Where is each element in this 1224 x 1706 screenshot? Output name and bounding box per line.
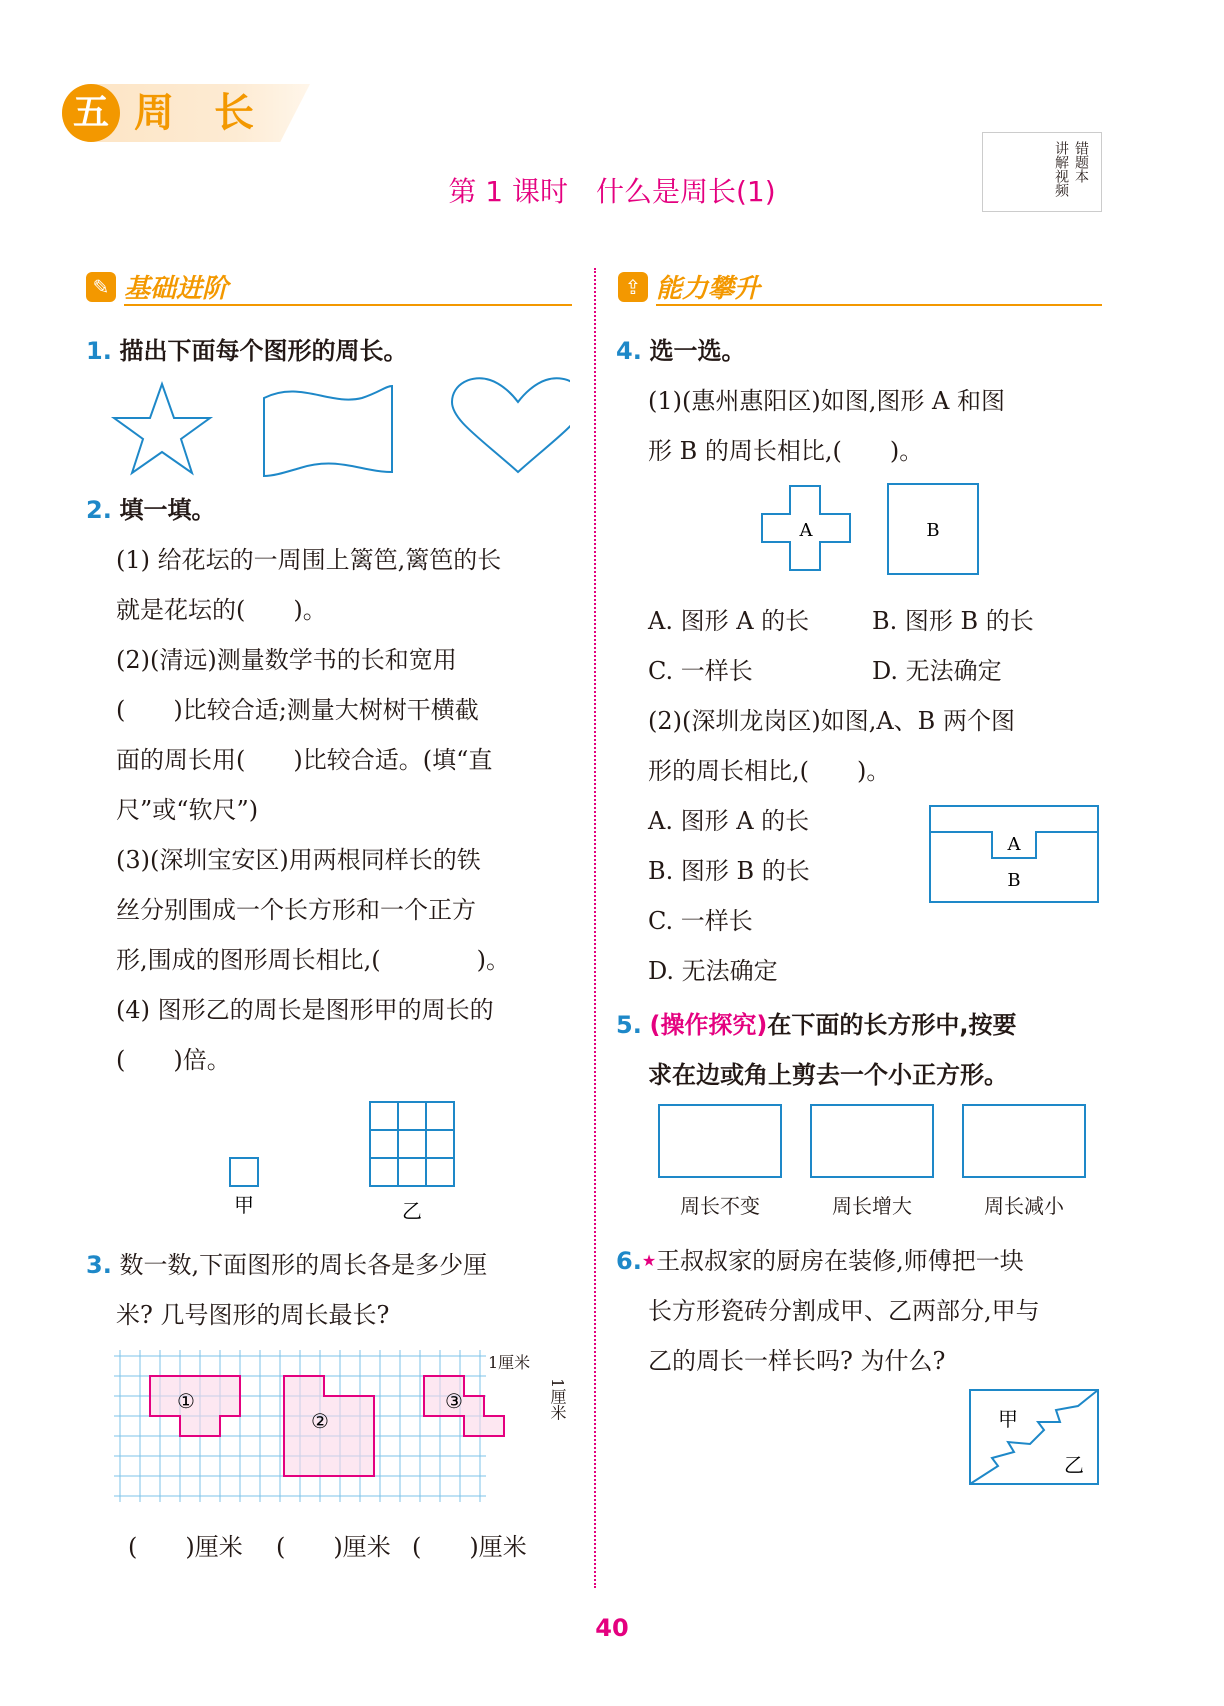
q4-opt-d1[interactable]: D. 无法确定 bbox=[872, 657, 1002, 685]
q3-number: 3. bbox=[86, 1251, 112, 1279]
q4-opt-b1[interactable]: B. 图形 B 的长 bbox=[872, 607, 1034, 635]
q2-number: 2. bbox=[86, 496, 112, 524]
q5-text: 在下面的长方形中,按要 bbox=[767, 1011, 1017, 1039]
q6-figure bbox=[968, 1388, 1102, 1488]
q2-figures bbox=[220, 1096, 480, 1230]
q2-line: (3)(深圳宝安区)用两根同样长的铁 bbox=[116, 846, 481, 874]
caption-3: 周长减小 bbox=[984, 1194, 1064, 1218]
q2-text: 填一填。 bbox=[119, 496, 216, 524]
square-jia bbox=[230, 1158, 258, 1186]
q2-line: 尺”或“软尺”) bbox=[116, 796, 259, 824]
heart-shape[interactable] bbox=[452, 378, 570, 472]
fig-a-label: A bbox=[799, 520, 813, 541]
column-divider bbox=[594, 268, 596, 1588]
q2-line[interactable]: 形,围成的图形周长相比,( )。 bbox=[116, 946, 510, 974]
label-yi: 乙 bbox=[402, 1199, 422, 1223]
qr-label-1: 错题本 bbox=[1073, 141, 1089, 183]
q2-line[interactable]: ( )倍。 bbox=[116, 1046, 231, 1074]
q1-shapes bbox=[100, 376, 570, 480]
pencil-icon: ✎ bbox=[86, 272, 116, 302]
q3 bbox=[86, 1240, 586, 1340]
q6 bbox=[616, 1236, 1116, 1386]
q4-line[interactable]: 形 B 的周长相比,( )。 bbox=[648, 437, 924, 465]
q6-text: 王叔叔家的厨房在装修,师傅把一块 bbox=[656, 1247, 1024, 1275]
q4-figure-2 bbox=[928, 804, 1104, 908]
arrow-icon: ⇪ bbox=[618, 272, 648, 302]
q2-line: (2)(清远)测量数学书的长和宽用 bbox=[116, 646, 457, 674]
q4-line: (2)(深圳龙岗区)如图,A、B 两个图 bbox=[648, 707, 1015, 735]
label-jia: 甲 bbox=[234, 1193, 254, 1217]
q5 bbox=[616, 1000, 1116, 1100]
lesson-title: 第 1 课时 什么是周长(1) bbox=[448, 175, 776, 208]
shape-3-label: ③ bbox=[445, 1389, 463, 1413]
q5-number: 5. bbox=[616, 1011, 642, 1039]
rect-3[interactable] bbox=[962, 1104, 1086, 1178]
q3-answer-3[interactable]: ( )厘米 bbox=[412, 1533, 527, 1561]
q5-tag: (操作探究) bbox=[649, 1011, 768, 1039]
wave-shape[interactable] bbox=[264, 386, 392, 476]
section-basic-label: 基础进阶 bbox=[124, 274, 229, 304]
unit-horizontal: 1厘米 bbox=[488, 1353, 531, 1372]
q3-answer-1[interactable]: ( )厘米 bbox=[128, 1533, 243, 1561]
caption-1: 周长不变 bbox=[680, 1194, 760, 1218]
fig-b2-label: B bbox=[1007, 870, 1021, 891]
shape-3[interactable] bbox=[424, 1376, 504, 1436]
qr-label-2: 讲解视频 bbox=[1053, 141, 1069, 197]
q2 bbox=[86, 485, 586, 1085]
rect-1[interactable] bbox=[658, 1104, 782, 1178]
qr-box[interactable] bbox=[982, 132, 1102, 212]
q3-text: 米? 几号图形的周长最长? bbox=[116, 1301, 390, 1329]
q1-number: 1. bbox=[86, 337, 112, 365]
q4-number: 4. bbox=[616, 337, 642, 365]
star-shape[interactable] bbox=[114, 384, 210, 473]
section-underline bbox=[656, 304, 1102, 306]
fig-a2-label: A bbox=[1007, 834, 1021, 855]
q4-opt-a1[interactable]: A. 图形 A 的长 bbox=[648, 607, 810, 635]
chapter-number: 五 bbox=[62, 84, 120, 142]
unit-vertical: 1厘米 bbox=[548, 1378, 567, 1421]
caption-2: 周长增大 bbox=[832, 1194, 912, 1218]
q4-opt-c1[interactable]: C. 一样长 bbox=[648, 657, 753, 685]
q2-line[interactable]: ( )比较合适;测量大树树干横截 bbox=[116, 696, 479, 724]
q4-opt-b2[interactable]: B. 图形 B 的长 bbox=[648, 857, 810, 885]
q2-line: 丝分别围成一个长方形和一个正方 bbox=[116, 896, 476, 924]
q3-text: 数一数,下面图形的周长各是多少厘 bbox=[119, 1251, 488, 1279]
q6-text: 长方形瓷砖分割成甲、乙两部分,甲与 bbox=[648, 1297, 1040, 1325]
q2-line: (1) 给花坛的一周围上篱笆,篱笆的长 bbox=[116, 546, 502, 574]
section-ability bbox=[618, 268, 1102, 308]
rect-2[interactable] bbox=[810, 1104, 934, 1178]
star-icon: ★ bbox=[641, 1251, 657, 1270]
label-yi-6: 乙 bbox=[1064, 1453, 1084, 1477]
q4-line[interactable]: 形的周长相比,( )。 bbox=[648, 757, 891, 785]
q6-number: 6. bbox=[616, 1247, 642, 1275]
q2-line: (4) 图形乙的周长是图形甲的周长的 bbox=[116, 996, 494, 1024]
q4-opt-a2[interactable]: A. 图形 A 的长 bbox=[648, 807, 810, 835]
q5-text: 求在边或角上剪去一个小正方形。 bbox=[648, 1061, 1008, 1089]
q4 bbox=[616, 326, 1106, 476]
fig-b-label: B bbox=[926, 520, 940, 541]
grid-yi bbox=[370, 1102, 454, 1186]
shape-1-label: ① bbox=[177, 1389, 195, 1413]
q4-opt-d2[interactable]: D. 无法确定 bbox=[648, 957, 778, 985]
q4-text: 选一选。 bbox=[649, 337, 746, 365]
section-basic bbox=[86, 268, 572, 308]
chapter-title: 周长 bbox=[134, 90, 294, 136]
section-ability-label: 能力攀升 bbox=[656, 274, 761, 304]
label-jia-6: 甲 bbox=[998, 1407, 1018, 1431]
q2-line[interactable]: 就是花坛的( )。 bbox=[116, 596, 327, 624]
q6-text: 乙的周长一样长吗? 为什么? bbox=[648, 1347, 946, 1375]
section-underline bbox=[124, 304, 572, 306]
q4-line: (1)(惠州惠阳区)如图,图形 A 和图 bbox=[648, 387, 1005, 415]
q3-answer-2[interactable]: ( )厘米 bbox=[276, 1533, 391, 1561]
shape-1[interactable] bbox=[150, 1376, 240, 1436]
shape-2-label: ② bbox=[311, 1409, 329, 1433]
q2-line[interactable]: 面的周长用( )比较合适。(填“直 bbox=[116, 746, 493, 774]
q4-opt-c2[interactable]: C. 一样长 bbox=[648, 907, 753, 935]
q1 bbox=[86, 326, 407, 376]
q4-figure-1 bbox=[760, 480, 990, 580]
page-number: 40 bbox=[595, 1614, 629, 1642]
q1-text: 描出下面每个图形的周长。 bbox=[119, 337, 408, 365]
